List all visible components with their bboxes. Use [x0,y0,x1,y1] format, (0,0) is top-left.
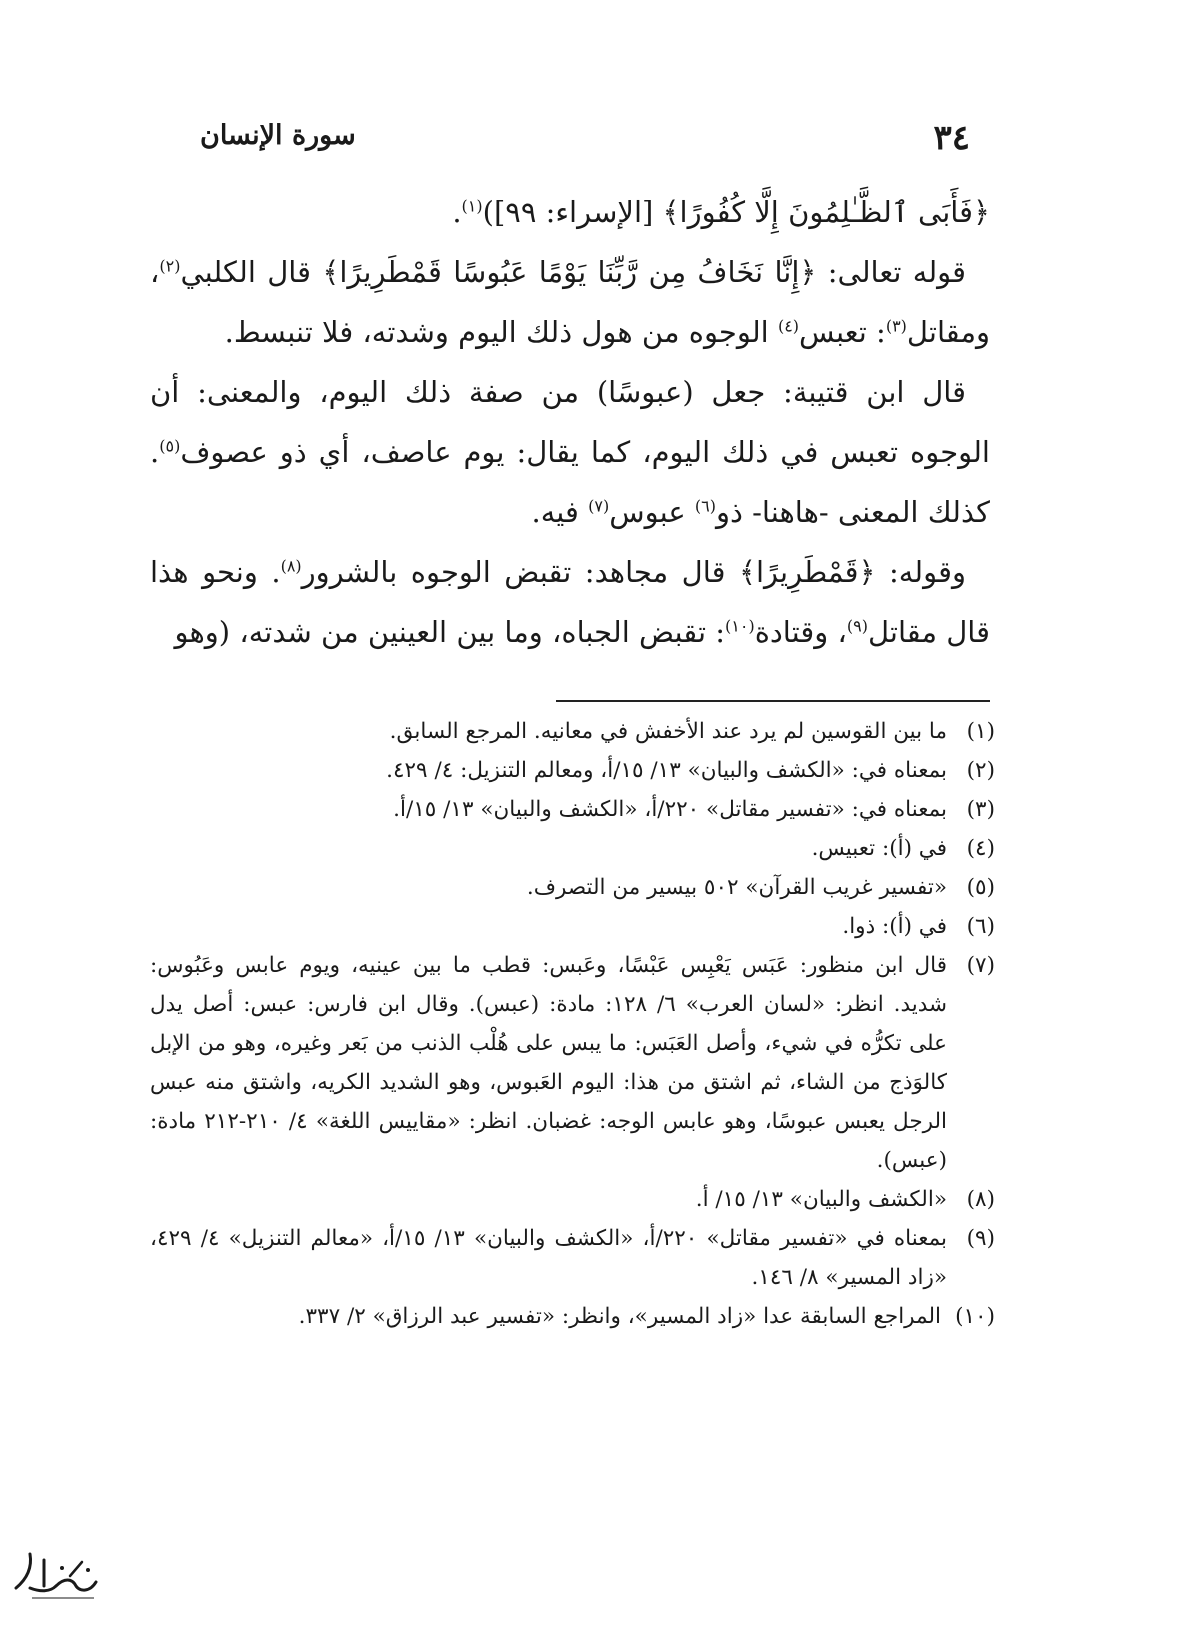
footnote-text: قال ابن منظور: عَبَس يَعْبِس عَبْسًا، وعَبس: قطب ما بين عينيه، ويوم عابس وعَبُوس: شديد. انظر: «لسان العرب» ٦/ ١٢٨: مادة: (عبس). وقال ابن فارس: عبس: أصل يدل على تكرُّه في شيء، وأصل العَبَس: ما يبس على هُلْب الذنب من بَعر وغيره، وهو من الإبل كالوَذج من الشاء، ثم اشتق من هذا: اليوم العَبوس، وهو الشديد الكريه، واشتق منه عبس الرجل يعبس عبوسًا، وهو عابس الوجه: غضبان. انظر: «مقاييس اللغة» ٤/ ٢١٠-٢١٢ مادة: (عبس). [150,953,948,1173]
almostaha-calligraphy-logo-icon [10,1548,102,1602]
paragraph-4 [150,542,990,662]
footnote-item [150,868,995,907]
footnote-ref[interactable]: (٧) [588,496,610,516]
paragraph-text: ﴿فَأَبَى ٱلظَّـٰلِمُونَ إِلَّا كُفُورًا﴾ [الإسراء: ٩٩]) [482,195,990,229]
footnote-item [150,946,995,1180]
paragraph-text: الوجوه من هول ذلك اليوم وشدته، فلا تنبسط. [224,315,778,349]
footnotes [150,712,995,1336]
footnote-text: «الكشف والبيان» ١٣/ ١٥/ أ. [695,1187,947,1212]
footnote-ref[interactable]: (٦) [694,496,716,516]
footnote-ref[interactable]: (٥) [159,436,181,456]
paragraph-text: ، ومقاتل [150,255,990,349]
footnote-item [150,1180,995,1219]
footnote-text: في (أ): ذوا. [842,914,947,939]
footnote-ref[interactable]: (٨) [280,556,302,576]
paragraph-1 [150,182,990,242]
footnote-ref[interactable]: (٣) [885,316,907,336]
footnote-text: ما بين القوسين لم يرد عند الأخفش في معانيه. المرجع السابق. [389,719,947,744]
paragraph-2 [150,242,990,362]
footnote-number: (١) [966,719,995,744]
footnote-ref[interactable]: (١٠) [725,616,755,636]
paragraph-3 [150,362,990,542]
paragraph-text: قوله تعالى: ﴿إِنَّا نَخَافُ مِن رَّبِّنَا يَوْمًا عَبُوسًا قَمْطَرِيرًا﴾ قال الكلبي [180,255,966,289]
footnote-number: (٥) [966,875,995,900]
footnote-ref[interactable]: (٩) [846,616,868,636]
footnote-number: (٦) [966,914,995,939]
main-text [150,182,990,662]
paragraph-text: . ونحو هذا قال مقاتل [150,555,990,649]
paragraph-text: ، وقتادة [754,615,847,649]
paragraph-text: قال ابن قتيبة: جعل (عبوسًا) من صفة ذلك اليوم، والمعنى: أن الوجوه تعبس في ذلك اليوم، كما يقال: يوم عاصف، أي ذو عصوف [150,375,990,469]
footnote-number: (٢) [966,758,995,783]
footnote-ref[interactable]: (٤) [777,316,800,336]
footnote-item [150,751,995,790]
page-number: ٣٤ [933,118,970,158]
footnote-ref[interactable]: (١) [461,196,483,216]
paragraph-text: : تعبس [799,315,886,349]
paragraph-text: : تقبض الجباه، وما بين العينين من شدته، (وهو [174,615,726,649]
footnote-ref[interactable]: (٢) [159,256,181,276]
footnote-text: بمعناه في: «الكشف والبيان» ١٣/ ١٥/أ، ومعالم التنزيل: ٤/ ٤٢٩. [386,758,947,783]
paragraph-text: عبوس [609,495,695,529]
footnote-number: (٧) [966,953,995,978]
footnote-item [150,907,995,946]
page-header [200,110,970,160]
paragraph-text: . كذلك المعنى -هاهنا- ذو [150,435,990,529]
footnote-text: بمعناه في «تفسير مقاتل» ٢٢٠/أ، «الكشف والبيان» ١٣/ ١٥/أ، «معالم التنزيل» ٤/ ٤٢٩، «زاد المسير» ٨/ ١٤٦. [150,1226,947,1290]
paragraph-text: فيه. [531,495,589,529]
surah-title: سورة الإنسان [200,120,356,151]
footnote-text: بمعناه في: «تفسير مقاتل» ٢٢٠/أ، «الكشف والبيان» ١٣/ ١٥/أ. [393,797,947,822]
footnote-item [150,1297,995,1336]
footnote-number: (٣) [966,797,995,822]
footnote-text: المراجع السابقة عدا «زاد المسير»، وانظر: «تفسير عبد الرزاق» ٢/ ٣٣٧. [298,1304,941,1329]
footnote-number: (١٠) [955,1304,995,1329]
footnote-divider [556,700,990,702]
footnote-number: (٤) [966,836,995,861]
footnote-text: في (أ): تعبيس. [811,836,947,861]
footnote-number: (٨) [966,1187,995,1212]
paragraph-text: وقوله: ﴿قَمْطَرِيرًا﴾ قال مجاهد: تقبض الوجوه بالشرور [301,555,966,589]
footnote-item [150,790,995,829]
footnote-item [150,712,995,751]
footnote-item [150,829,995,868]
paragraph-text: . [452,195,462,229]
footnote-number: (٩) [966,1226,995,1251]
footnote-item [150,1219,995,1297]
footnote-text: «تفسير غريب القرآن» ٥٠٢ بيسير من التصرف. [526,875,947,900]
